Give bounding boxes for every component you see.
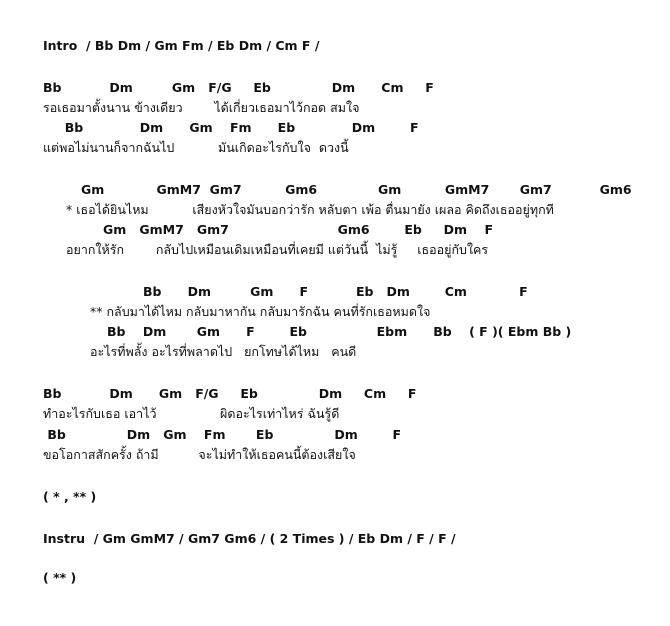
chorus2-chords-2: Bb Dm Gm F Eb Ebm Bb ( F )( Ebm Bb ) (107, 324, 572, 339)
verse1-lyrics-1: รอเธอมาตั้งนาน ข้างเดียว ได้เกี่ยวเธอมาไว้กอด สมใจ (43, 100, 360, 115)
repeat-marker-2: ( ** ) (43, 570, 77, 585)
verse2-chords-2: Bb Dm Gm Fm Eb Dm F (43, 427, 402, 442)
verse2-lyrics-2: ขอโอกาสสักครั้ง ถ้ามี จะไม่ทำให้เธอคนนี้ต้องเสียใจ (43, 447, 356, 462)
chorus2-chords-1: Bb Dm Gm F Eb Dm Cm F (143, 284, 528, 299)
repeat-marker-1: ( * , ** ) (43, 489, 97, 504)
verse1-chords-2: Bb Dm Gm Fm Eb Dm F (43, 120, 419, 135)
chorus1-lyrics-2: อยากให้รัก กลับไปเหมือนเดิมเหมือนที่เคยมี แต่วันนี้ ไม่รู้ เธออยู่กับใคร (66, 242, 489, 257)
verse1-chords-1: Bb Dm Gm F/G Eb Dm Cm F (43, 80, 434, 95)
chorus2-lyrics-1: ** กลับมาได้ไหม กลับมาหากัน กลับมารักฉัน คนที่รักเธอหมดใจ (90, 304, 431, 319)
verse1-lyrics-2: แต่พอไม่นานก็จากฉันไป มันเกิดอะไรกับใจ ดวงนี้ (43, 140, 349, 155)
chorus1-chords-1: Gm GmM7 Gm7 Gm6 Gm GmM7 Gm7 Gm6 (81, 182, 632, 197)
intro-line: Intro / Bb Dm / Gm Fm / Eb Dm / Cm F / (43, 38, 320, 53)
verse2-lyrics-1: ทำอะไรกับเธอ เอาไว้ ผิดอะไรเท่าไหร่ ฉันรู้ดี (43, 406, 340, 421)
chorus1-lyrics-1: * เธอได้ยินไหม เสียงหัวใจมันบอกว่ารัก หลับตา เพ้อ ตื่นมายัง เผลอ คิดถึงเธออยู่ทุกที (66, 202, 554, 217)
instru-line: Instru / Gm GmM7 / Gm7 Gm6 / ( 2 Times ) / Eb Dm / F / F / (43, 531, 456, 546)
chorus1-chords-2: Gm GmM7 Gm7 Gm6 Eb Dm F (103, 222, 493, 237)
verse2-chords-1: Bb Dm Gm F/G Eb Dm Cm F (43, 386, 417, 401)
chorus2-lyrics-2: อะไรที่พลั้ง อะไรที่พลาดไป ยกโทษได้ไหม คนดี (90, 344, 357, 359)
